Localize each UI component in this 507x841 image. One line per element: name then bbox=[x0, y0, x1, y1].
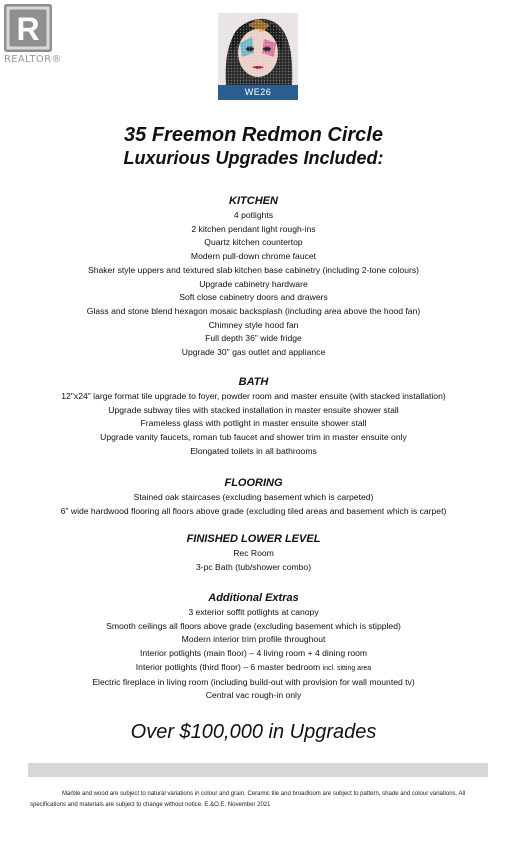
list-item: Quartz kitchen countertop bbox=[204, 237, 303, 248]
section-heading: BATH bbox=[238, 376, 269, 388]
list-item: Chimney style hood fan bbox=[208, 319, 299, 330]
portrait-artwork bbox=[218, 13, 298, 85]
section-flooring bbox=[0, 476, 507, 518]
brand-logo bbox=[218, 13, 298, 100]
list-item: Elongated toilets in all bathrooms bbox=[190, 445, 317, 456]
upgrades-total: Over $100,000 in Upgrades bbox=[130, 721, 377, 743]
list-item: Upgrade subway tiles with stacked installation in master ensuite shower stall bbox=[108, 404, 399, 415]
list-item: Upgrade vanity faucets, roman tub faucet and shower trim in master ensuite only bbox=[100, 432, 407, 443]
list-item-text: Interior potlights (third floor) – 6 master bedroom bbox=[135, 661, 321, 672]
list-item: Glass and stone blend hexagon mosaic backsplash (including area above the hood fan) bbox=[86, 305, 421, 316]
list-item: 6" wide hardwood flooring all floors above grade (excluding tiled areas and basement which is carpet) bbox=[60, 505, 447, 516]
realtor-wordmark: REALTOR® bbox=[4, 54, 62, 65]
list-item: 3-pc Bath (tub/shower combo) bbox=[195, 561, 312, 572]
section-bath bbox=[0, 375, 507, 459]
list-item: Modern interior trim profile throughout bbox=[181, 634, 326, 645]
list-item: Shaker style uppers and textured slab kitchen base cabinetry (including 2-tone colours) bbox=[87, 264, 420, 275]
section-heading: FINISHED LOWER LEVEL bbox=[186, 533, 321, 545]
list-item: Upgrade cabinetry hardware bbox=[199, 278, 308, 289]
list-item: Electric fireplace in living room (including build-out with provision for wall mounted tv) bbox=[92, 676, 415, 687]
page-subtitle: Luxurious Upgrades Included: bbox=[123, 148, 384, 168]
list-item: Frameless glass with potlight in master ensuite shower stall bbox=[140, 418, 367, 429]
list-item: Modern pull-down chrome faucet bbox=[190, 251, 317, 262]
list-item: Central vac rough-in only bbox=[205, 690, 302, 701]
list-item-note: incl. sitting area bbox=[322, 664, 372, 672]
list-item: 12"x24" large format tile upgrade to foyer, powder room and master ensuite (with stacked installation) bbox=[61, 391, 446, 401]
realtor-r-icon bbox=[4, 4, 52, 52]
list-item bbox=[0, 661, 507, 676]
disclaimer-footnote: Marble and wood are subject to natural variations in colour and grain. Ceramic tile and broadloom are subject to pattern, shade and colour variations. All specifications and materials are subject to change without notice. E.&O.E. November 2021 bbox=[30, 791, 466, 808]
list-item: Smooth ceilings all floors above grade (excluding basement which is stippled) bbox=[106, 620, 401, 631]
page-title: 35 Freemon Redmon Circle bbox=[124, 124, 383, 146]
list-item: Soft close cabinetry doors and drawers bbox=[179, 292, 328, 303]
list-item: Full depth 36" wide fridge bbox=[205, 333, 302, 344]
realtor-letter: R bbox=[16, 11, 40, 47]
brand-label: WE26 bbox=[218, 85, 298, 100]
section-heading: Additional Extras bbox=[208, 592, 299, 604]
realtor-logo bbox=[4, 4, 62, 65]
list-item: Interior potlights (main floor) – 4 living room + 4 dining room bbox=[139, 648, 368, 659]
list-item: Stained oak staircases (excluding basement which is carpeted) bbox=[133, 492, 374, 502]
list-item: Upgrade 30" gas outlet and appliance bbox=[181, 347, 326, 358]
section-additional-extras bbox=[0, 591, 507, 703]
list-item: 2 kitchen pendant light rough-ins bbox=[191, 223, 316, 234]
list-item: Rec Room bbox=[233, 548, 274, 558]
divider-bar bbox=[28, 763, 488, 777]
list-item: 4 potlights bbox=[233, 210, 274, 220]
section-heading: KITCHEN bbox=[229, 195, 278, 207]
section-kitchen bbox=[0, 194, 507, 360]
section-heading: FLOORING bbox=[224, 477, 283, 489]
list-item: 3 exterior soffit potlights at canopy bbox=[188, 607, 319, 617]
section-finished-lower-level bbox=[0, 532, 507, 574]
